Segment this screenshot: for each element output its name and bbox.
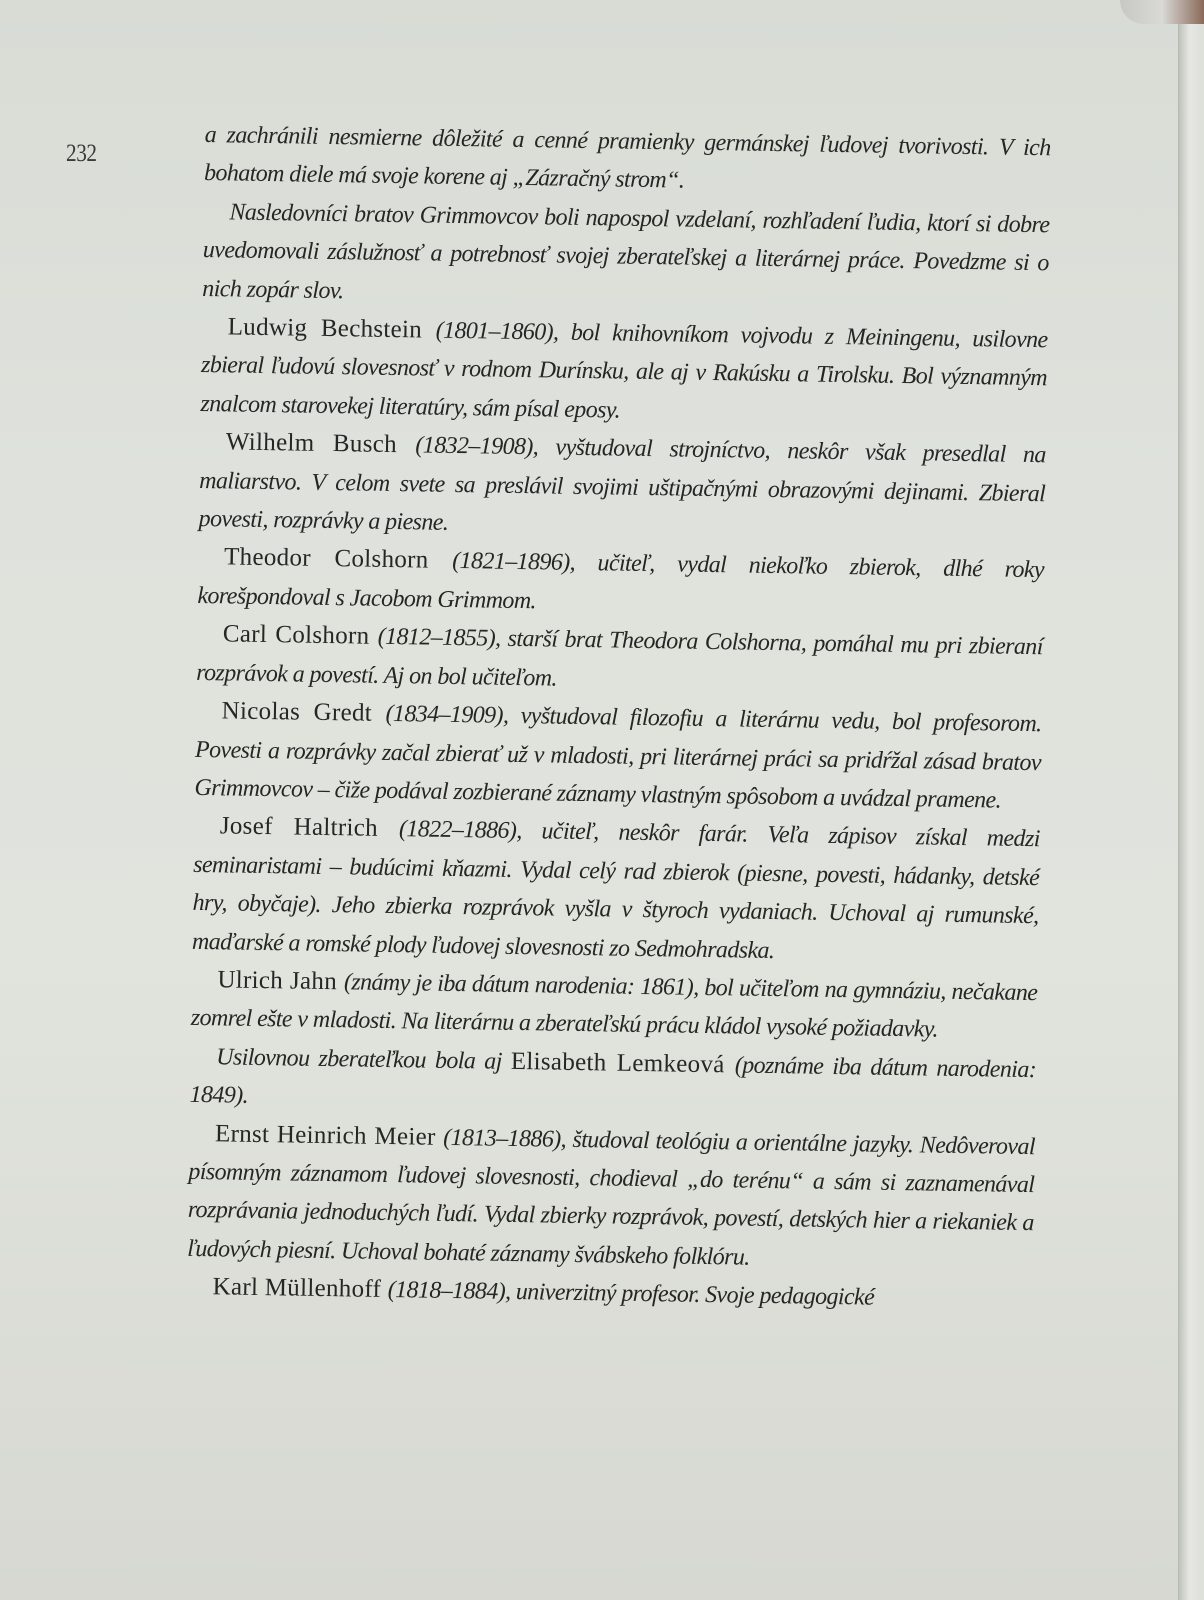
person-name: Wilhelm Busch	[225, 428, 416, 459]
background-object	[1120, 0, 1204, 24]
paragraph	[204, 116, 1051, 206]
text-italic: (1813–1886), študoval teológiu a orientálne jazyky. Nedôveroval písomným záznamom ľudovej slovesnosti, chodieval „do terénu“ a sám si zaznamenával rozprávania jednoduchých ľudí. Vydal zbierky rozprávok, povestí, detských hier a riekaniek a ľudových piesní. Uchoval bohaté záznamy švábskeho folklóru.	[187, 1124, 1036, 1271]
text-italic: (známy je iba dátum narodenia: 1861), bol učiteľom na gymnáziu, nečakane zomrel ešte v mladosti. Na literárnu a zberateľskú prácu kládol vysoké požiadavky.	[190, 969, 1038, 1043]
paragraph	[202, 193, 1050, 321]
person-name: Theodor Colshorn	[223, 543, 453, 575]
person-name: Ludwig Bechstein	[227, 313, 436, 344]
page-number: 232	[66, 140, 97, 167]
text-italic: Nasledovníci bratov Grimmovcov boli napospol vzdelaní, rozhľadení ľudia, ktorí si dobre uvedomovali záslužnosť a potrebnosť svojej zberateľskej a literárnej práce. Povedzme si o nich zopár slov.	[202, 199, 1050, 304]
body-text	[186, 116, 1051, 1320]
paragraph-meier	[187, 1114, 1035, 1281]
person-name: Elisabeth Lemkeová	[510, 1047, 736, 1079]
text-italic: (1832–1908), vyštudoval strojníctvo, neskôr však presedlal na maliarstvo. V celom svete sa preslávil svojimi uštipačnými obrazovými dejinami. Zbieral povesti, rozprávky a piesne.	[198, 432, 1046, 536]
paragraph-gredt	[194, 692, 1042, 820]
paragraph-jahn	[191, 961, 1038, 1051]
person-name: Josef Haltrich	[219, 812, 400, 843]
person-name: Ernst Heinrich Meier	[214, 1119, 444, 1151]
paragraph-busch	[198, 423, 1046, 551]
paragraph-bechstein	[200, 308, 1048, 436]
text-italic: (1818–1884), univerzitný profesor. Svoje pedagogické	[387, 1277, 875, 1311]
paragraph-lemkeova	[189, 1038, 1036, 1128]
text-italic: (1834–1909), vyštudoval filozofiu a literárnu vedu, bol profesorom. Povesti a rozprávky začal zbierať už v mladosti, pri literárnej práci sa pridŕžal zásad bratov Grimmovcov – čiže podával zozbierané záznamy vlastným spôsobom a uvádzal pramene.	[194, 701, 1042, 814]
paragraph-theodor-colshorn	[197, 538, 1044, 628]
text-italic: a zachránili nesmierne dôležité a cenné pramienky germánskej ľudovej tvorivosti. V ich bohatom diele má svoje korene aj „Zázračný strom“.	[203, 121, 1051, 194]
person-name: Karl Müllenhoff	[212, 1273, 388, 1304]
person-name: Ulrich Jahn	[217, 966, 345, 996]
text-italic: (1801–1860), bol knihovníkom vojvodu z Meiningenu, usilovne zbieral ľudovú slovesnosť v rodnom Durínsku, ale aj v Rakúsku a Tirolsku. Bol významným znalcom starovekej literatúry, sám písal eposy.	[200, 317, 1048, 424]
text-italic: (1821–1896), učiteľ, vydal niekoľko zbierok, dlhé roky korešpondoval s Jacobom Grimmom.	[197, 548, 1045, 615]
text-italic: (poznáme iba dátum narodenia: 1849).	[189, 1052, 1037, 1109]
text-italic: (1822–1886), učiteľ, neskôr farár. Veľa zápisov získal medzi seminaristami – budúcimi kňazmi. Vydal celý rad zbierok (piesne, povesti, hádanky, detské hry, obyčaje). Jeho zbierka rozprávok vyšla v štyroch vydaniach. Uchoval aj rumunské, maďarské a romské plody ľudovej slovesnosti zo Sedmohradska.	[191, 816, 1040, 964]
paragraph-haltrich	[192, 807, 1040, 974]
paragraph-carl-colshorn	[196, 615, 1043, 705]
text-italic: Usilovnou zberateľkou bola aj	[216, 1044, 512, 1075]
text-italic: (1812–1855), starší brat Theodora Colshorna, pomáhal mu pri zbieraní rozprávok a povestí. Aj on bol učiteľom.	[196, 624, 1043, 692]
next-page-edge	[1178, 20, 1204, 1600]
person-name: Carl Colshorn	[222, 620, 378, 651]
person-name: Nicolas Gredt	[221, 697, 386, 728]
